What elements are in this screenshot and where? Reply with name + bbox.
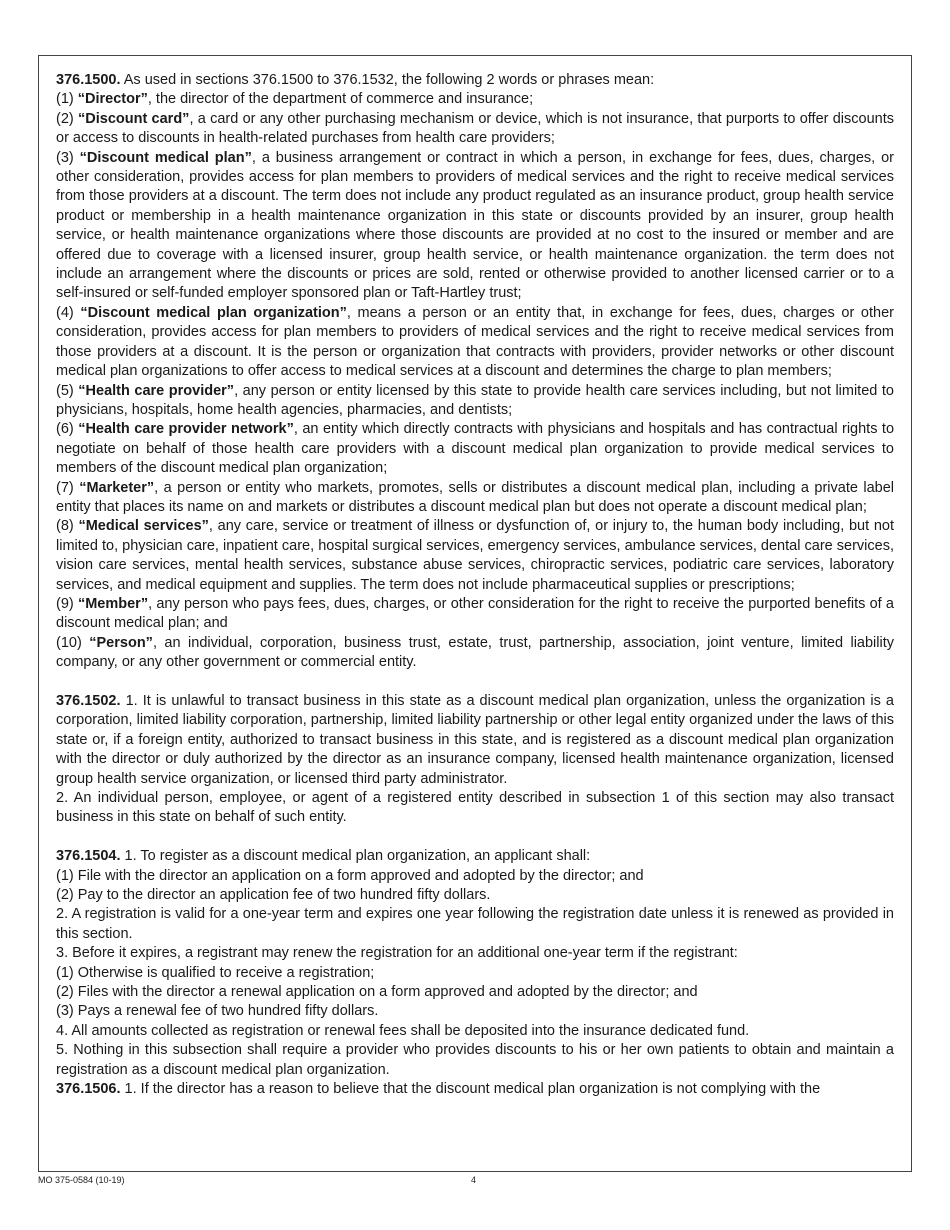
definition-member: (9) “Member”, any person who pays fees, dues, charges, or other consideration for the right to receive the purported benefits of a discount medical plan; and bbox=[56, 595, 894, 632]
section-heading: 376.1502. bbox=[56, 692, 121, 709]
section-376-1504-item: (2) Pay to the director an application fee of two hundred fifty dollars. bbox=[56, 887, 491, 904]
defined-term: “Health care provider” bbox=[78, 382, 235, 399]
defined-term: “Discount medical plan” bbox=[79, 149, 252, 166]
section-376-1506-subsection-1: 376.1506. 1. If the director has a reason to believe that the discount medical plan organization is not complying with the bbox=[56, 1081, 821, 1098]
defined-term: “Member” bbox=[77, 595, 149, 612]
section-376-1504-subsection-5: 5. Nothing in this subsection shall require a provider who provides discounts to his or her own patients to obtain and maintain a registration as a discount medical plan organization. bbox=[56, 1042, 894, 1078]
section-376-1502-subsection-2: 2. An individual person, employee, or agent of a registered entity described in subsection 1 of this section may also transact business in this state on behalf of such entity. bbox=[56, 790, 894, 826]
defined-term: “Discount medical plan organization” bbox=[80, 304, 347, 321]
definition-health-care-provider-network: (6) “Health care provider network”, an entity which directly contracts with physicians and hospitals and has contractual rights to negotiate on behalf of those health care providers with a discount medical plan organization to provide medical services to members of the discount medical plan organization; bbox=[56, 421, 895, 477]
page-number: 4 bbox=[471, 1175, 477, 1185]
definition-medical-services: (8) “Medical services”, any care, service or treatment of illness or dysfunction of, or injury to, the human body including, but not limited to, physician care, inpatient care, hospital surgical services, emergency services, ambulance services, dental care services, vision care services, mental health services, substance abuse services, chiropractic services, podiatric care services, laboratory services, and medical equipment and supplies. The term does not include pharmaceutical supplies or prescriptions; bbox=[56, 518, 894, 593]
section-spacer bbox=[56, 828, 894, 847]
section-heading: 376.1504. bbox=[56, 848, 121, 865]
defined-term: “Marketer” bbox=[79, 479, 155, 496]
section-376-1504-subsection-4: 4. All amounts collected as registration or renewal fees shall be deposited into the insurance dedicated fund. bbox=[56, 1022, 750, 1039]
defined-term: “Director” bbox=[77, 91, 148, 108]
section-376-1504-item: (1) File with the director an application on a form approved and adopted by the director; and bbox=[56, 867, 644, 884]
definition-marketer: (7) “Marketer”, a person or entity who markets, promotes, sells or distributes a discount medical plan, including a private label entity that places its name on and markets or distributes a discount medical plan but does not operate a discount medical plan; bbox=[56, 479, 895, 515]
definition-discount-card: (2) “Discount card”, a card or any other purchasing mechanism or device, which is not insurance, that purports to offer discounts or access to discounts in health-related purchases from health care providers; bbox=[56, 110, 895, 147]
section-376-1500-intro: 376.1500. As used in sections 376.1500 to 376.1532, the following 2 words or phrases mean: bbox=[56, 72, 655, 88]
section-376-1504-item: (1) Otherwise is qualified to receive a registration; bbox=[56, 964, 375, 981]
section-376-1504-subsection-1: 376.1504. 1. To register as a discount medical plan organization, an applicant shall: bbox=[56, 848, 591, 865]
document-body bbox=[56, 71, 894, 1100]
section-376-1504-item: (2) Files with the director a renewal application on a form approved and adopted by the director; and bbox=[56, 984, 698, 1001]
section-376-1502-subsection-1: 376.1502. 1. It is unlawful to transact business in this state as a discount medical plan organization, unless the organization is a corporation, limited liability corporation, partnership, limited liability partnership or other legal entity organized under the laws of this state or, if a foreign entity, authorized to transact business in this state, and is registered as a discount medical plan organization with the director or duly authorized by the director as an insurance company, licensed health maintenance organization, licensed group health service organization, or licensed third party administrator. bbox=[56, 692, 894, 787]
definition-person: (10) “Person”, an individual, corporation, business trust, estate, trust, partnership, association, joint venture, limited liability company, or any other government or commercial entity. bbox=[56, 634, 894, 671]
definition-director: (1) “Director”, the director of the department of commerce and insurance; bbox=[56, 91, 534, 108]
section-376-1504-subsection-2: 2. A registration is valid for a one-year term and expires one year following the registration date unless it is renewed as provided in this section. bbox=[56, 906, 894, 942]
section-spacer bbox=[56, 673, 894, 692]
definition-discount-medical-plan-organization: (4) “Discount medical plan organization”, means a person or an entity that, in exchange for fees, dues, charges or other consideration, provides access for plan members to providers of medical services and the right to receive medical services from those providers at a discount. It is the person or organization that contracts with providers, provider networks or other discount medical plan organizations to offer access to medical services at a discount and determines the charge to plan members; bbox=[56, 304, 894, 380]
section-heading: 376.1500. bbox=[56, 72, 121, 88]
section-heading: 376.1506. bbox=[56, 1081, 121, 1098]
defined-term: “Health care provider network” bbox=[78, 421, 294, 438]
defined-term: “Discount card” bbox=[78, 110, 190, 127]
definition-discount-medical-plan: (3) “Discount medical plan”, a business arrangement or contract in which a person, in exchange for fees, dues, charges, or other consideration, provides access for plan members to providers of medical services and the right to receive medical services from those providers at a discount. The term does not include any product regulated as an insurance product, group health service product or membership in a health maintenance organization in this state or discounts provided by an insurer, group health service, or health maintenance organizations where those discounts are provided at no cost to the insured or member and are offered due to coverage with a licensed insurer, group health service, or health maintenance organization. the term does not include an arrangement where the discounts or prices are sold, rented or otherwise provided to another licensed carrier or to a self-insured or self-funded employer sponsored plan or Taft-Hartley trust; bbox=[56, 149, 894, 302]
defined-term: “Medical services” bbox=[78, 518, 209, 535]
section-376-1504-subsection-3: 3. Before it expires, a registrant may renew the registration for an additional one-year term if the registrant: bbox=[56, 945, 738, 962]
defined-term: “Person” bbox=[89, 634, 153, 651]
definition-health-care-provider: (5) “Health care provider”, any person or entity licensed by this state to provide health care services including, but not limited to physicians, hospitals, home health agencies, pharmacies, and dentists; bbox=[56, 382, 894, 418]
form-number: MO 375-0584 (10-19) bbox=[38, 1175, 125, 1185]
section-376-1504-item: (3) Pays a renewal fee of two hundred fifty dollars. bbox=[56, 1003, 379, 1020]
